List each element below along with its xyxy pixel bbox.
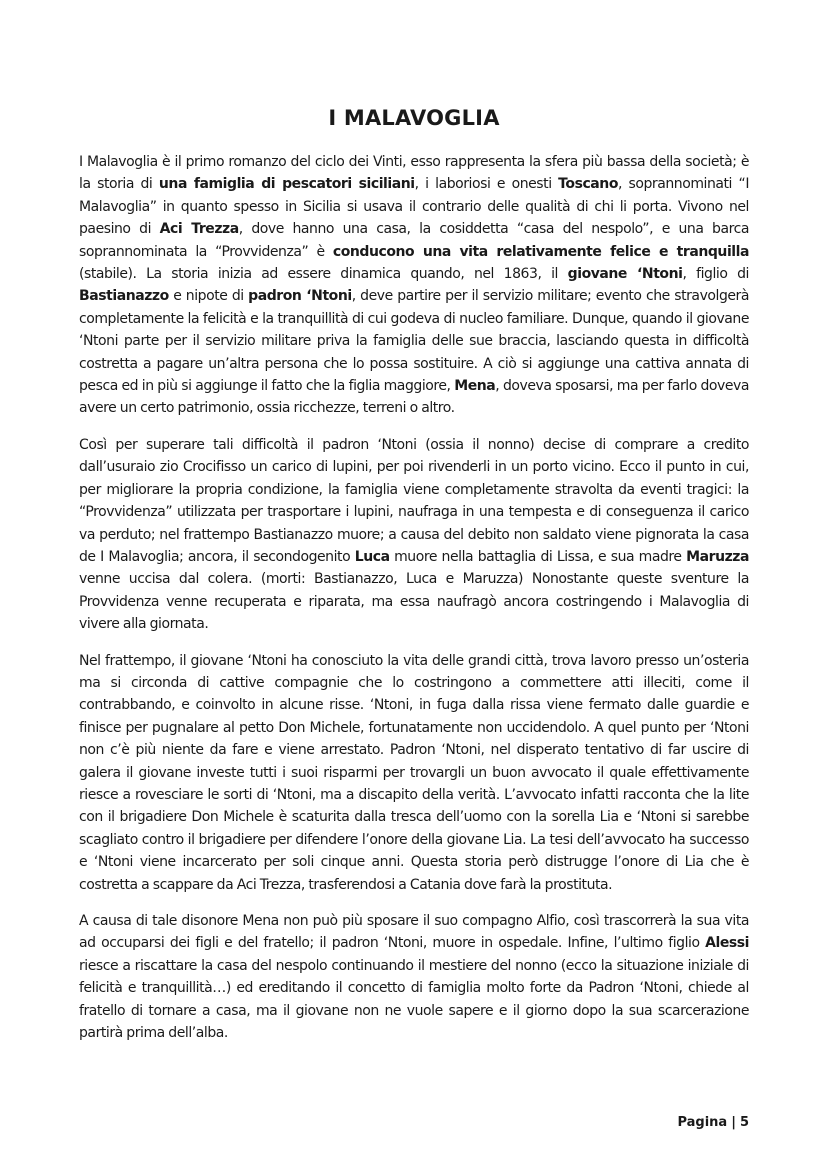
page-separator: |: [731, 1115, 736, 1130]
bold-text: conducono una vita relativamente felice e tranquilla: [332, 243, 749, 260]
bold-text: Maruzza: [686, 548, 749, 565]
text-run: , figlio di: [682, 266, 749, 283]
paragraph-4: [79, 910, 749, 1044]
text-run: e nipote di: [168, 288, 249, 305]
text-run: , deve partire per il servizio militare; evento che stravolgerà completamente la felicità e la tranquillità di cui godeva di nucleo familiare. Dunque, quando il giovane ‘Ntoni parte per il servizio militare priva la famiglia delle sue braccia, lasciando questa in difficoltà costretta a pagare un’altra persona che lo possa sostituire. A ciò si aggiunge una cattiva annata di pesca ed in più si aggiunge il fatto che la figlia maggiore,: [79, 288, 749, 395]
page-footer: [677, 1115, 749, 1130]
bold-text: una famiglia di pescatori siciliani: [158, 176, 415, 193]
text-run: , doveva sposarsi, ma per farlo doveva avere un certo patrimonio, ossia ricchezze, terreni o altro.: [79, 378, 749, 417]
bold-text: Mena: [454, 378, 496, 395]
bold-text: Aci Trezza: [159, 221, 239, 238]
paragraph-1: [79, 151, 749, 420]
document-body: [79, 151, 749, 1058]
text-run: muore nella battaglia di Lissa, e sua madre: [389, 548, 687, 565]
paragraph-3: [79, 650, 749, 896]
text-run: , dove hanno una casa, la cosiddetta “casa del nespolo”, e una barca soprannominata la “Provvidenza” è: [79, 221, 749, 260]
text-run: (stabile). La storia inizia ad essere dinamica quando, nel 1863, il: [79, 266, 568, 283]
text-run: , soprannominati “I Malavoglia” in quanto spesso in Sicilia si usava il contrario delle qualità di chi li porta. Vivono nel paesino di: [79, 176, 749, 238]
bold-text: padron ‘Ntoni: [248, 288, 352, 305]
text-run: riesce a riscattare la casa del nespolo continuando il mestiere del nonno (ecco la situazione iniziale di felicità e tranquillità…) ed ereditando il concetto di famiglia molto forte da Padron ‘Ntoni, chiede al fratello di tornare a casa, ma il giovane non ne vuole sapere e il giorno dopo la sua scarcerazione partirà prima dell’alba.: [79, 957, 749, 1042]
text-run: Così per superare tali difficoltà il padron ‘Ntoni (ossia il nonno) decise di comprare a credito dall’usuraio zio Crocifisso un carico di lupini, per poi rivenderli in un porto vicino. Ecco il punto in cui, per migliorare la propria condizione, la famiglia viene completamente stravolta da eventi tragici: la “Provvidenza” utilizzata per trasportare i lupini, naufraga in una tempesta e di conseguenza il carico va perduto; nel frattempo Bastianazzo muore; a causa del debito non saldato viene pignorata la casa de I Malavoglia; ancora, il secondogenito: [79, 436, 749, 565]
page-title: I MALAVOGLIA: [328, 106, 500, 130]
text-run: I Malavoglia è il primo romanzo del ciclo dei Vinti, esso rappresenta la sfera più bassa della società; è la storia di: [79, 154, 749, 193]
text-run: , i laboriosi e onesti: [414, 176, 559, 193]
paragraph-2: [79, 434, 749, 636]
bold-text: Toscano: [558, 176, 618, 193]
text-run: Nel frattempo, il giovane ‘Ntoni ha conosciuto la vita delle grandi città, trova lavoro presso un’osteria ma si circonda di cattive compagnie che lo costringono a commettere atti illeciti, come il contrabbando, e coinvolto in alcune risse. ‘Ntoni, in fuga dalla rissa viene fermato dalle guardie e finisce per pugnalare al petto Don Michele, fortunatamente non uccidendolo. A quel punto per ‘Ntoni non c’è più niente da fare e viene arrestato. Padron ‘Ntoni, nel disperato tentativo di far uscire di galera il giovane investe tutti i suoi risparmi per trovargli un buon avvocato il quale effettivamente riesce a rovesciare le sorti di ‘Ntoni, ma a discapito della verità. L’avvocato infatti racconta che la lite con il brigadiere Don Michele è scaturita dalla tresca dell’uomo con la sorella Lia e ‘Ntoni si sarebbe scagliato contro il brigadiere per difendere l’onore della giovane Lia. La tesi dell’avvocato ha successo e ‘Ntoni viene incarcerato per soli cinque anni. Questa storia però distrugge l’onore di Lia che è costretta a scappare da Aci Trezza, trasferendosi a Catania dove farà la prostituta.: [79, 652, 749, 893]
bold-text: giovane ‘Ntoni: [567, 266, 683, 283]
bold-text: Luca: [354, 548, 390, 565]
text-run: A causa di tale disonore Mena non può più sposare il suo compagno Alfio, così trascorrerà la sua vita ad occuparsi dei figli e del fratello; il padron ‘Ntoni, muore in ospedale. Infine, l’ultimo figlio: [79, 913, 749, 952]
bold-text: Bastianazzo: [79, 288, 169, 305]
text-run: venne uccisa dal colera. (morti: Bastianazzo, Luca e Maruzza) Nonostante queste sventure la Provvidenza venne recuperata e riparata, ma essa naufragò ancora costringendo i Malavoglia di vivere alla giornata.: [79, 571, 749, 633]
bold-text: Alessi: [705, 935, 749, 952]
page-label: Pagina: [677, 1115, 728, 1130]
page-number: 5: [739, 1115, 749, 1130]
